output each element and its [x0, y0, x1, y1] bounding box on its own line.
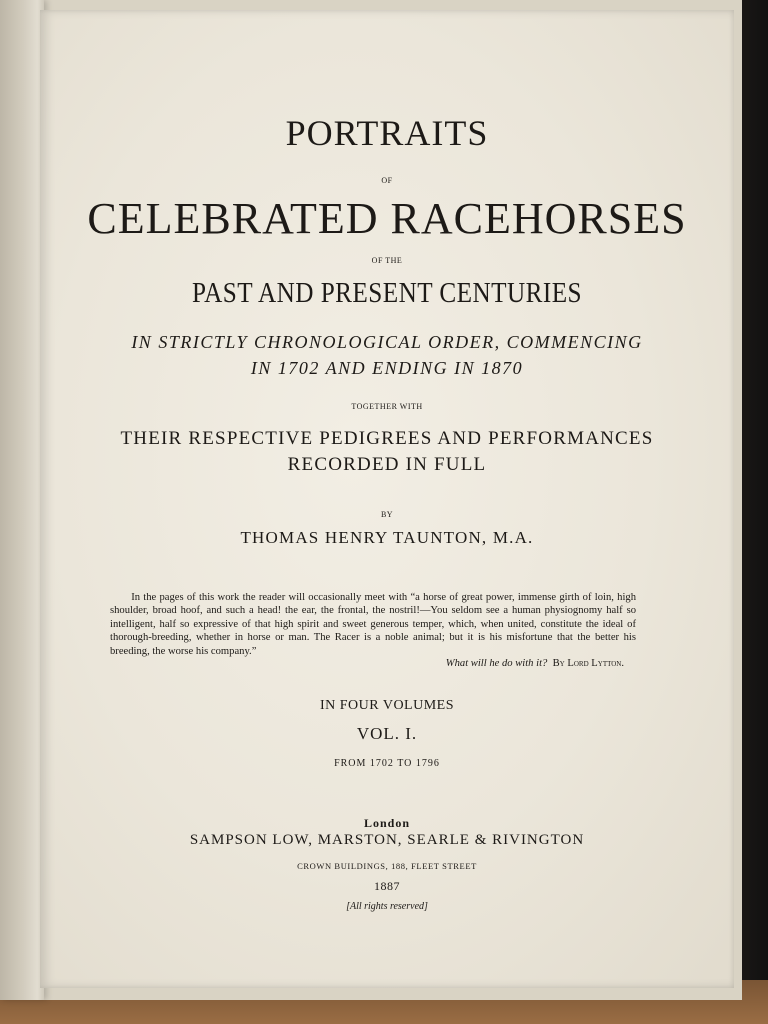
by-label: BY — [380, 510, 394, 519]
title-line-portraits: PORTRAITS — [285, 113, 489, 153]
subtitle-line-2: IN 1702 AND ENDING IN 1870 — [250, 358, 524, 378]
date-range: FROM 1702 TO 1796 — [334, 758, 440, 769]
title-line-celebrated-racehorses: CELEBRATED RACEHORSES — [87, 194, 687, 243]
together-with: TOGETHER WITH — [351, 402, 423, 411]
pedigrees-line-2: RECORDED IN FULL — [287, 454, 487, 475]
volume-number: VOL. I. — [356, 724, 418, 743]
author-name: THOMAS HENRY TAUNTON, M.A. — [240, 528, 534, 547]
connector-of-the: OF THE — [371, 256, 403, 265]
title-line-centuries: PAST AND PRESENT CENTURIES — [191, 278, 583, 309]
epigraph-source-by: By — [552, 657, 565, 669]
rights-notice: [All rights reserved] — [346, 901, 428, 912]
title-page — [40, 10, 734, 988]
left-page-edge — [0, 0, 44, 1000]
publication-place: London — [363, 816, 411, 830]
connector-of: OF — [381, 176, 393, 185]
epigraph-source-author: Lord Lytton. — [567, 657, 624, 669]
epigraph-quote: In the pages of this work the reader will occasionally meet with “a horse of great power, immense girth of loin, high shoulder, broad hoof, and such a head! the ear, the frontal, the nostril!—You seldom see a human physiognomy half so intelligent, half so expressive of that high spirit and sweet generous temper, which, when united, constitute the ideal of thorough-breeding, whether in horse or man. The Racer is a noble animal; but it is his misfortune that the better his breeding, the worse his company.” — [110, 591, 636, 657]
publisher-name: SAMPSON LOW, MARSTON, SEARLE & RIVINGTON — [189, 832, 585, 848]
subtitle-line-1: IN STRICTLY CHRONOLOGICAL ORDER, COMMENCING — [131, 332, 643, 352]
publication-year: 1887 — [374, 879, 400, 893]
volumes-count: IN FOUR VOLUMES — [319, 698, 455, 713]
epigraph-source — [446, 658, 624, 669]
pedigrees-line-1: THEIR RESPECTIVE PEDIGREES AND PERFORMANCES — [120, 428, 654, 449]
epigraph-source-title: What will he do with it? — [445, 657, 548, 669]
publisher-address: CROWN BUILDINGS, 188, FLEET STREET — [297, 861, 477, 871]
